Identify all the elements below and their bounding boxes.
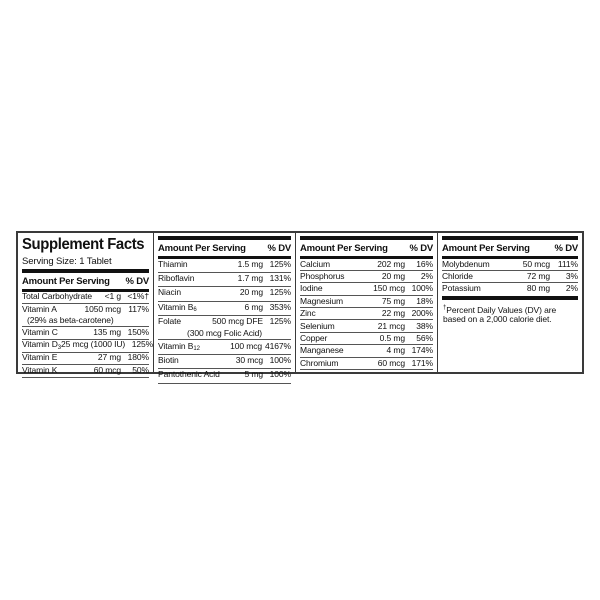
nutrient-dv: 2% (420, 271, 433, 282)
nutrient-dv: 131% (269, 273, 291, 284)
nutrient-row (158, 368, 291, 382)
nutrient-dv: 180% (127, 352, 149, 363)
nutrient-row-line (158, 316, 291, 329)
nutrient-rows (22, 291, 154, 379)
nutrient-dv: 125% (269, 287, 291, 298)
nutrient-amount: 4 mg (386, 345, 405, 356)
nutrient-row (300, 259, 433, 270)
facts-panel-3 (296, 233, 437, 372)
nutrient-row (158, 354, 291, 368)
nutrient-row (158, 259, 291, 272)
nutrient-dv: 3% (565, 271, 578, 282)
nutrient-row (442, 270, 578, 282)
facts-panel-4 (438, 233, 582, 372)
nutrient-name: Selenium (300, 320, 335, 331)
footnote (442, 300, 578, 325)
nutrient-dv: 117% (128, 303, 149, 314)
header-amount-label: Amount Per Serving (442, 242, 530, 254)
nutrient-name-wrap (22, 328, 58, 339)
nutrient-name-wrap (158, 288, 181, 299)
nutrient-note: (300 mcg Folic Acid) (187, 328, 262, 339)
nutrient-row (300, 344, 433, 356)
nutrient-name-wrap (300, 272, 344, 281)
nutrient-dv: 50% (132, 364, 149, 375)
nutrient-dv: 2% (565, 283, 578, 294)
nutrient-name-wrap (300, 297, 343, 306)
nutrient-row (300, 332, 433, 344)
nutrient-row (300, 319, 433, 331)
nutrient-row (158, 339, 291, 353)
column-header (300, 240, 433, 256)
nutrient-name: Calcium (300, 258, 331, 269)
nutrient-dv: 353% (269, 301, 291, 312)
nutrient-row (300, 295, 433, 307)
footnote-text: Percent Daily Values (DV) are based on a 2,000 calorie diet. (443, 304, 557, 325)
nutrient-row (300, 282, 433, 294)
nutrient-name-wrap (22, 340, 61, 351)
nutrient-amount: 30 mcg (235, 354, 263, 365)
nutrient-name-wrap (300, 284, 323, 293)
nutrient-amount: 1.7 mg (237, 273, 263, 284)
nutrient-row-line (300, 333, 433, 344)
nutrient-row (442, 282, 578, 294)
nutrient-name-wrap (158, 303, 197, 314)
nutrient-row (22, 352, 149, 365)
header-amount-label: Amount Per Serving (22, 275, 110, 287)
nutrient-amount: 1.5 mg (237, 258, 263, 269)
supplement-facts-label (16, 231, 584, 380)
nutrient-name: Copper (300, 332, 328, 343)
nutrient-name-wrap (442, 260, 490, 269)
nutrient-row-line (158, 355, 291, 368)
nutrient-amount: 75 mg (381, 295, 405, 306)
nutrient-name: Folate (158, 316, 182, 327)
header-dv-label: % DV (125, 275, 149, 287)
nutrient-amount: 6 mg (244, 301, 263, 312)
nutrient-name: Pantothenic Acid (158, 369, 220, 380)
nutrient-name: Vitamin K (22, 364, 58, 375)
nutrient-rows (300, 259, 433, 370)
header-dv-label: % DV (409, 242, 433, 254)
nutrient-name-wrap (300, 309, 316, 318)
nutrient-dv: 150% (127, 326, 149, 337)
nutrient-name-wrap (158, 274, 194, 285)
nutrient-row-line (442, 283, 578, 294)
nutrient-name-wrap (300, 359, 338, 368)
nutrient-name: Magnesium (300, 295, 344, 306)
nutrient-row (158, 315, 291, 339)
nutrient-dv: 4167% (265, 340, 291, 351)
nutrient-amount: 202 mg (377, 258, 405, 269)
nutrient-row (22, 292, 149, 304)
nutrient-row (158, 286, 291, 300)
column-header (442, 240, 578, 256)
nutrient-name: Thiamin (158, 258, 188, 269)
nutrient-row (300, 270, 433, 282)
nutrient-note: (29% as beta-carotene) (27, 315, 114, 326)
nutrient-name: Vitamin D (22, 339, 58, 350)
nutrient-dv: 100% (269, 354, 291, 365)
nutrient-subscript: 6 (193, 307, 197, 314)
nutrient-rows (158, 259, 291, 384)
nutrient-dv: 125% (269, 258, 291, 269)
nutrient-row-line (158, 259, 291, 272)
header-dv-label: % DV (267, 242, 291, 254)
nutrient-rows (442, 259, 578, 295)
nutrient-name: Iodine (300, 283, 323, 294)
nutrient-name: Manganese (300, 345, 344, 356)
nutrient-dv: 56% (416, 332, 433, 343)
nutrient-amount: 100 mcg (230, 340, 263, 351)
nutrient-row (442, 259, 578, 270)
serving-size: Serving Size: 1 Tablet (22, 256, 112, 267)
nutrient-name: Total Carbohydrate (22, 291, 93, 301)
nutrient-row-line (158, 369, 291, 382)
nutrient-name-wrap (158, 356, 179, 367)
nutrient-row (158, 301, 291, 315)
nutrient-dv: 174% (411, 345, 433, 356)
nutrient-name-wrap (22, 305, 57, 316)
nutrient-amount: 1050 mcg (84, 303, 121, 314)
nutrient-row-line (22, 292, 149, 304)
nutrient-row-line (300, 259, 433, 270)
nutrient-name-wrap (300, 260, 330, 269)
nutrient-row (22, 326, 149, 339)
column-header (158, 240, 291, 256)
nutrient-amount: 22 mg (381, 308, 405, 319)
nutrient-row (22, 339, 154, 352)
nutrient-amount: 5 mg (244, 369, 263, 380)
nutrient-name: Chromium (300, 357, 339, 368)
nutrient-amount: 60 mcg (377, 357, 405, 368)
header-amount-label: Amount Per Serving (300, 242, 388, 254)
header-dv-label: % DV (554, 242, 578, 254)
nutrient-amount: 72 mg (526, 271, 550, 282)
nutrient-row-line (442, 259, 578, 270)
nutrient-name: Vitamin A (22, 303, 57, 314)
header-amount-label: Amount Per Serving (158, 242, 246, 254)
nutrient-row-line (22, 365, 149, 377)
nutrient-subscript: 3 (57, 344, 62, 351)
nutrient-name: Chloride (442, 271, 473, 282)
nutrient-amount: 0.5 mg (379, 332, 405, 343)
nutrient-name-wrap (158, 317, 181, 328)
column-header (22, 273, 149, 289)
label-title: Supplement Facts (22, 236, 145, 253)
nutrient-row-line (300, 320, 433, 331)
facts-panel-2 (154, 233, 295, 380)
nutrient-row-line (158, 287, 291, 300)
nutrient-name-wrap (158, 370, 220, 381)
nutrient-row (22, 303, 149, 326)
nutrient-name-wrap (300, 334, 327, 343)
nutrient-name: Niacin (158, 287, 182, 298)
nutrient-dv: 100% (411, 283, 433, 294)
nutrient-dv: 100% (269, 369, 291, 380)
nutrient-row-line (22, 327, 149, 339)
nutrient-name: Vitamin C (22, 326, 58, 337)
nutrient-row (300, 307, 433, 319)
nutrient-dv: <1%† (127, 291, 149, 301)
nutrient-row-line (300, 296, 433, 307)
nutrient-dv: 111% (557, 258, 578, 269)
nutrient-row-line (300, 308, 433, 319)
nutrient-name: Riboflavin (158, 273, 195, 284)
nutrient-row-line (158, 273, 291, 286)
nutrient-row-line (158, 302, 291, 315)
nutrient-row (22, 364, 149, 377)
nutrient-row (158, 272, 291, 286)
nutrient-name: Vitamin B (158, 301, 194, 312)
nutrient-amount: 500 mcg DFE (212, 316, 263, 327)
nutrient-dv: 171% (411, 357, 433, 368)
nutrient-name-wrap (300, 346, 344, 355)
nutrient-dv: 16% (416, 258, 433, 269)
nutrient-name: Zinc (300, 308, 316, 319)
nutrient-name-wrap (442, 284, 481, 293)
nutrient-amount: 25 mcg (1000 IU) (61, 339, 126, 350)
nutrient-name-wrap (300, 322, 335, 331)
footnote-marker: † (443, 304, 447, 311)
nutrient-name: Molybdenum (442, 258, 490, 269)
nutrient-amount: 150 mcg (373, 283, 405, 294)
nutrient-amount: <1 g (104, 291, 121, 301)
nutrient-name-wrap (22, 366, 57, 377)
nutrient-name: Vitamin E (22, 352, 58, 363)
nutrient-row-line (158, 340, 291, 353)
nutrient-row-line (22, 353, 149, 365)
nutrient-name: Phosphorus (300, 271, 345, 282)
nutrient-amount: 21 mcg (377, 320, 405, 331)
nutrient-dv: 38% (416, 320, 433, 331)
nutrient-name: Biotin (158, 354, 179, 365)
nutrient-name-wrap (22, 353, 57, 364)
nutrient-amount: 20 mg (381, 271, 405, 282)
nutrient-subscript: 12 (193, 346, 200, 353)
nutrient-amount: 50 mcg (522, 258, 550, 269)
nutrient-amount: 20 mg (239, 287, 263, 298)
nutrient-name-wrap (158, 260, 188, 271)
nutrient-name-wrap (22, 292, 92, 303)
nutrient-row-line (300, 271, 433, 282)
nutrient-amount: 27 mg (97, 352, 121, 363)
nutrient-amount: 60 mcg (93, 364, 121, 375)
nutrient-name: Potassium (442, 283, 481, 294)
nutrient-dv: 125% (131, 339, 154, 350)
nutrient-name: Vitamin B (158, 340, 194, 351)
nutrient-row-line (22, 339, 154, 352)
facts-panel-1 (18, 233, 154, 375)
nutrient-row-line (300, 283, 433, 294)
nutrient-dv: 125% (269, 316, 291, 327)
nutrient-row-line (300, 345, 433, 356)
nutrient-name-wrap (442, 272, 473, 281)
nutrient-row-line (300, 358, 433, 369)
nutrient-dv: 200% (411, 308, 433, 319)
nutrient-row (300, 357, 433, 369)
nutrient-dv: 18% (416, 295, 433, 306)
nutrient-row-line (442, 271, 578, 282)
nutrient-amount: 135 mg (93, 326, 121, 337)
nutrient-name-wrap (158, 342, 200, 353)
nutrient-amount: 80 mg (526, 283, 550, 294)
